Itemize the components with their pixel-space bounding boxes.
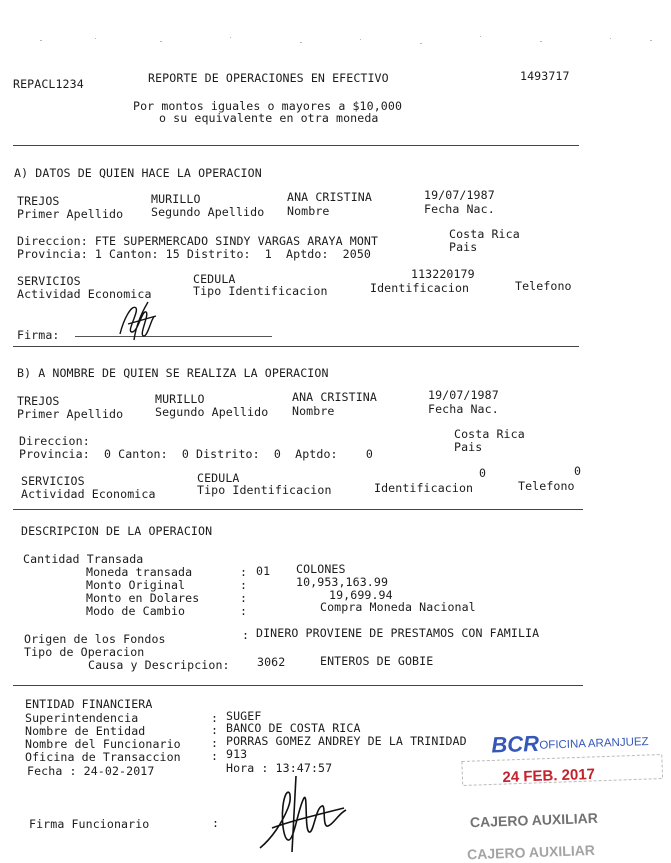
lbl-monto-dolares: Monto en Dolares <box>86 591 200 605</box>
lbl-nombre-entidad: Nombre de Entidad <box>25 724 146 738</box>
report-title: REPORTE DE OPERACIONES EN EFECTIVO <box>148 71 389 85</box>
b-fecha-nac: 19/07/1987 <box>428 388 499 402</box>
monto-dolares: 19,699.94 <box>329 588 393 602</box>
official-signature <box>252 768 352 853</box>
superintendencia: SUGEF <box>226 709 262 723</box>
a-direccion: Direccion: FTE SUPERMERCADO SINDY VARGAS ARAYA MONT <box>17 234 379 248</box>
colon: : <box>211 736 219 750</box>
a-fecha-nac: 19/07/1987 <box>424 188 495 202</box>
b-lbl-primer-apellido: Primer Apellido <box>17 407 124 421</box>
a-pais-value: Costa Rica <box>449 227 520 241</box>
report-subtitle-2: o su equivalente en otra moneda <box>159 111 379 125</box>
b-lbl-nombre: Nombre <box>292 404 335 418</box>
moneda: COLONES <box>296 562 346 576</box>
causa: ENTEROS DE GOBIE <box>320 654 434 668</box>
lbl-cantidad-transada: Cantidad Transada <box>23 552 144 566</box>
b-lbl-direccion: Direccion: <box>19 434 90 448</box>
oficina: 913 <box>226 747 248 761</box>
b-pais-value: Costa Rica <box>454 427 525 441</box>
divider <box>13 346 579 347</box>
b-primer-apellido: TREJOS <box>17 394 60 408</box>
report-code: REPACL1234 <box>13 77 84 91</box>
nombre-entidad: BANCO DE COSTA RICA <box>226 721 361 735</box>
signature-line <box>75 336 272 337</box>
divider <box>13 685 583 686</box>
b-provincia: Provincia: 0 Canton: 0 Distrito: 0 Aptdo: 0 <box>19 447 374 461</box>
lbl-oficina: Oficina de Transaccion <box>25 750 181 764</box>
colon: : <box>211 749 219 763</box>
a-lbl-telefono: Telefono <box>515 279 572 293</box>
divider <box>13 509 583 510</box>
section-a-title: A) DATOS DE QUIEN HACE LA OPERACION <box>14 166 262 180</box>
a-actividad: SERVICIOS <box>17 274 81 288</box>
colon: : <box>240 591 248 605</box>
report-subtitle-1: Por montos iguales o mayores a $10,000 <box>133 99 403 113</box>
colon: : <box>211 711 219 725</box>
b-tipo-id: CEDULA <box>197 471 240 485</box>
bank-stamp <box>455 722 671 863</box>
b-lbl-pais: Pais <box>454 440 483 454</box>
divider <box>13 145 579 146</box>
lbl-moneda-transada: Moneda transada <box>86 565 193 579</box>
a-lbl-firma: Firma: <box>17 328 60 342</box>
b-identificacion: 0 <box>479 466 487 480</box>
lbl-monto-original: Monto Original <box>86 578 186 592</box>
client-signature <box>112 296 162 344</box>
fecha: Fecha : 24-02-2017 <box>27 764 155 778</box>
colon: : <box>211 723 219 737</box>
lbl-tipo-operacion: Tipo de Operacion <box>24 645 145 659</box>
a-lbl-nombre: Nombre <box>287 204 330 218</box>
stamp-role: CAJERO AUXILIAR <box>469 809 599 831</box>
lbl-firma-funcionario: Firma Funcionario <box>29 817 150 831</box>
descripcion-title: DESCRIPCION DE LA OPERACION <box>21 524 213 538</box>
stamp-office: OFICINA ARANJUEZ <box>539 735 649 752</box>
lbl-causa: Causa y Descripcion: <box>88 658 230 672</box>
colon: : <box>240 604 248 618</box>
a-lbl-tipo-id: Tipo Identificacion <box>193 284 328 298</box>
colon: : <box>240 578 248 592</box>
stamp-graphic <box>455 722 671 863</box>
b-lbl-actividad: Actividad Economica <box>21 487 156 501</box>
hora: Hora : 13:47:57 <box>226 761 333 775</box>
a-identificacion: 113220179 <box>411 267 475 281</box>
b-segundo-apellido: MURILLO <box>155 392 205 406</box>
b-lbl-telefono: Telefono <box>518 479 575 493</box>
b-lbl-segundo-apellido: Segundo Apellido <box>155 405 269 419</box>
origen-fondos: DINERO PROVIENE DE PRESTAMOS CON FAMILIA <box>256 626 540 640</box>
stamp-date: 24 FEB. 2017 <box>502 765 596 787</box>
b-nombre: ANA CRISTINA <box>292 390 377 404</box>
a-lbl-primer-apellido: Primer Apellido <box>17 207 124 221</box>
colon: : <box>212 816 220 830</box>
lbl-origen-fondos: Origen de los Fondos <box>24 632 166 646</box>
a-segundo-apellido: MURILLO <box>151 192 201 206</box>
a-lbl-identificacion: Identificacion <box>370 281 470 295</box>
lbl-modo-cambio: Modo de Cambio <box>86 604 186 618</box>
report-number: 1493717 <box>520 69 570 83</box>
b-telefono: 0 <box>574 464 582 478</box>
a-primer-apellido: TREJOS <box>17 194 60 208</box>
a-lbl-pais: Pais <box>449 240 478 254</box>
a-lbl-fecha-nac: Fecha Nac. <box>424 202 495 216</box>
b-lbl-identificacion: Identificacion <box>374 481 474 495</box>
causa-code: 3062 <box>257 655 286 669</box>
b-lbl-fecha-nac: Fecha Nac. <box>428 402 499 416</box>
a-lbl-segundo-apellido: Segundo Apellido <box>151 205 265 219</box>
lbl-funcionario: Nombre del Funcionario <box>25 737 181 751</box>
funcionario: PORRAS GOMEZ ANDREY DE LA TRINIDAD <box>226 734 467 748</box>
b-lbl-tipo-id: Tipo Identificacion <box>197 483 332 497</box>
stamp-bank: BCR <box>490 730 540 758</box>
colon: : <box>240 565 248 579</box>
monto-original: 10,953,163.99 <box>296 575 389 589</box>
a-provincia: Provincia: 1 Canton: 15 Distrito: 1 Aptdo: 2050 <box>17 247 372 261</box>
lbl-superintendencia: Superintendencia <box>25 711 139 725</box>
section-b-title: B) A NOMBRE DE QUIEN SE REALIZA LA OPERACION <box>17 366 329 380</box>
moneda-code: 01 <box>256 564 271 578</box>
scan-noise <box>0 0 671 45</box>
a-lbl-actividad: Actividad Economica <box>17 287 152 301</box>
b-actividad: SERVICIOS <box>21 474 85 488</box>
a-nombre: ANA CRISTINA <box>287 190 372 204</box>
colon: : <box>242 628 250 642</box>
a-tipo-id: CEDULA <box>193 272 236 286</box>
stamp-role-echo: CAJERO AUXILIAR <box>466 841 596 863</box>
entidad-title: ENTIDAD FINANCIERA <box>25 697 153 711</box>
modo-cambio: Compra Moneda Nacional <box>320 600 476 614</box>
